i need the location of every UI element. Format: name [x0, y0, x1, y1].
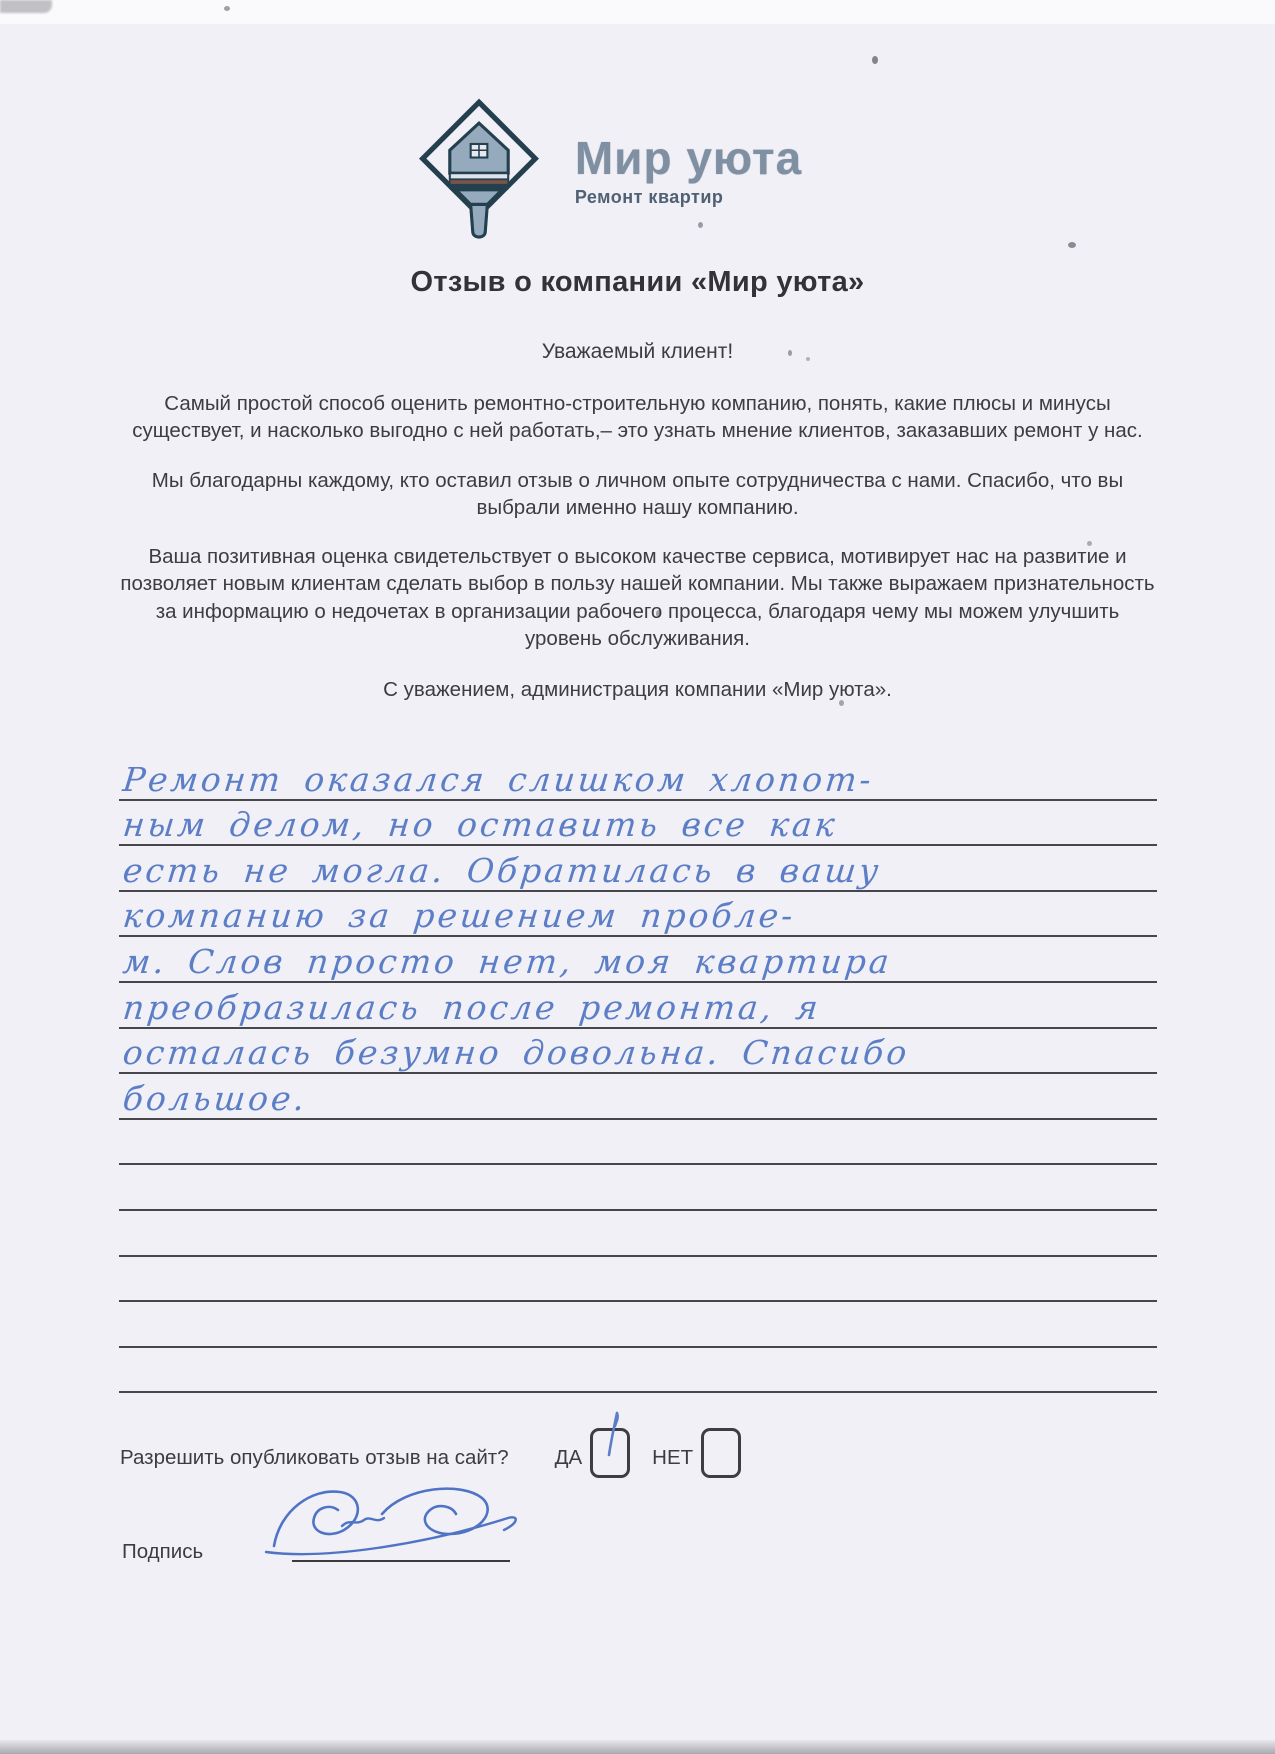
handwriting-text: большое.	[121, 1078, 310, 1118]
review-line	[119, 846, 1157, 892]
intro-paragraph-2: Мы благодарны каждому, кто оставил отзыв о личном опыте сотрудничества с нами. Спасибо, что вы выбрали именно нашу компанию.	[151, 468, 1124, 519]
no-label: НЕТ	[652, 1446, 694, 1469]
review-line	[119, 937, 1157, 983]
review-line	[119, 755, 1157, 801]
review-line	[119, 892, 1157, 938]
review-blank-line	[119, 1302, 1157, 1348]
publish-question-label: Разрешить опубликовать отзыв на сайт?	[120, 1446, 509, 1469]
review-line	[119, 1029, 1157, 1075]
company-logo	[0, 96, 1245, 242]
scan-smudge	[0, 0, 52, 13]
signature-label: Подпись	[122, 1540, 204, 1563]
greeting: Уважаемый клиент!	[541, 340, 734, 363]
review-blank-line	[119, 1211, 1157, 1257]
scan-bottom-edge	[0, 1740, 1275, 1754]
letter-body	[118, 340, 1157, 723]
review-blank-line	[119, 1165, 1157, 1211]
scan-speck	[1068, 242, 1076, 248]
review-line	[119, 801, 1157, 847]
intro-paragraph-3: Ваша позитивная оценка свидетельствует о высоком качестве сервиса, мотивирует нас на развитие и позволяет новым клиентам сделать выбор в пользу нашей компании. Мы также выражаем признательность за информацию о недочетах в организации рабочего процесса, благодаря чему мы можем улучшить уровень обслуживания.	[120, 545, 1155, 650]
handwriting-text: есть не могла. Обратилась в вашу	[121, 850, 884, 890]
logo-wordmark	[575, 131, 802, 208]
signature-scribble	[246, 1480, 536, 1568]
review-blank-line	[119, 1120, 1157, 1166]
brand-name: Мир уюта	[574, 131, 803, 184]
yes-checkbox[interactable]	[590, 1428, 630, 1478]
handwriting-text: Ремонт оказался слишком хлопот-	[121, 759, 876, 799]
handwriting-text: м. Слов просто нет, моя квартира	[121, 941, 894, 981]
pen-mark-icon	[595, 1411, 629, 1469]
review-blank-line	[119, 1348, 1157, 1394]
diamond-paintbrush-house-icon	[413, 96, 545, 242]
scan-speck	[224, 6, 230, 11]
scan-speck	[872, 56, 878, 64]
handwriting-text: осталась безумно довольна. Спасибо	[121, 1033, 912, 1073]
review-line	[119, 1074, 1157, 1120]
review-line	[119, 983, 1157, 1029]
publish-permission-row	[120, 1438, 1155, 1478]
no-checkbox[interactable]	[701, 1428, 741, 1478]
intro-paragraph-1: Самый простой способ оценить ремонтно-строительную компанию, понять, какие плюсы и минусы существует, и насколько выгодно с ней работать,– это узнать мнение клиентов, заказавших ремонт у нас.	[132, 392, 1143, 443]
brand-tagline: Ремонт квартир	[574, 186, 724, 207]
page-title: Отзыв о компании «Мир уюта»	[410, 266, 865, 298]
handwriting-text: компанию за решением пробле-	[121, 896, 798, 936]
scan-top-edge	[0, 0, 1275, 24]
review-blank-line	[119, 1257, 1157, 1303]
handwritten-review	[119, 755, 1157, 1393]
handwriting-text: преобразилась после ремонта, я	[121, 987, 823, 1027]
handwriting-text: ным делом, но оставить все как	[121, 805, 840, 845]
closing-line: С уважением, администрация компании «Мир уюта».	[383, 678, 892, 701]
yes-label: ДА	[554, 1446, 583, 1469]
